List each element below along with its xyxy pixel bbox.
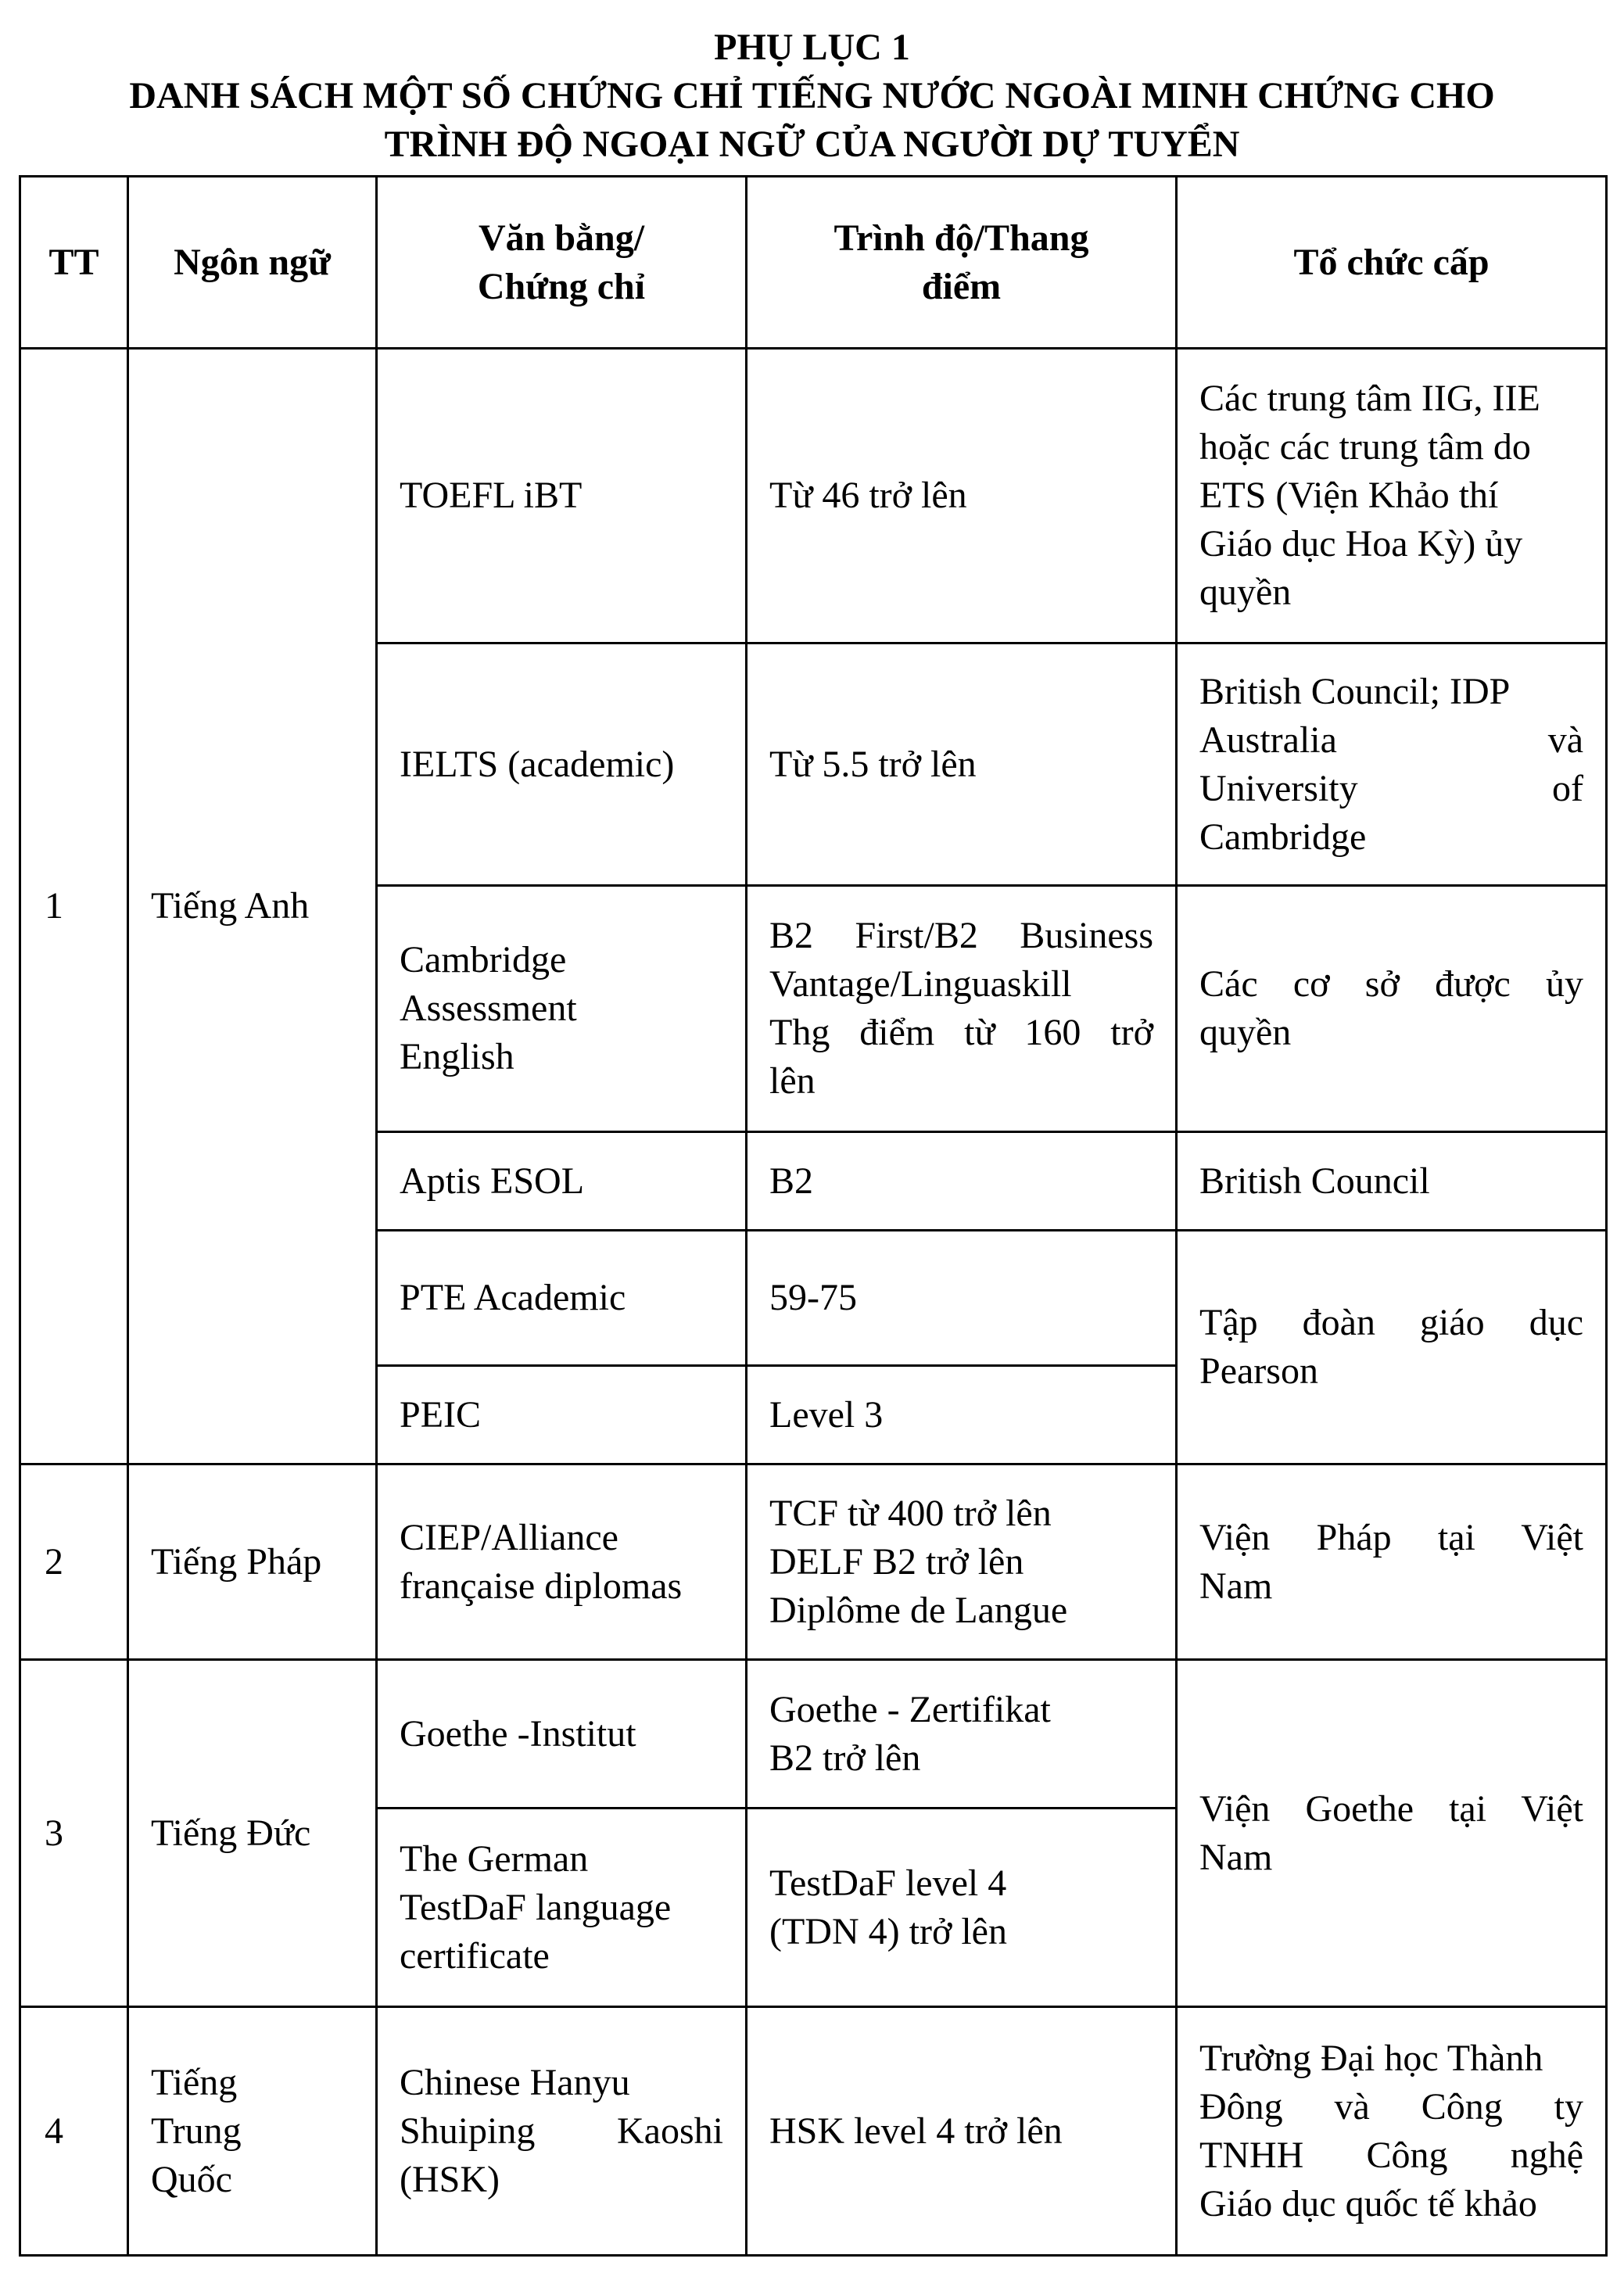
header-certificate [377,177,747,349]
certificate-cell [377,1366,747,1464]
cell-line: Tập đoàn giáo dục [1199,1302,1583,1343]
language-cell: Tiếng Anh [128,349,377,1464]
cell-line: Assessment [400,988,577,1029]
organization-cell [1177,886,1607,1132]
certificate-cell [377,349,747,643]
level-cell [747,886,1177,1132]
header-certificate-line: Chứng chỉ [477,265,646,307]
level-cell [747,1660,1177,1809]
document-title [0,23,1624,169]
organization-cell [1177,1132,1607,1231]
level-cell [747,349,1177,643]
cell-line: TestDaF level 4 [769,1862,1007,1904]
cell-line: TCF từ 400 trở lên [769,1492,1052,1534]
cell-line: ETS (Viện Khảo thí [1199,475,1499,516]
cell-line: Từ 46 trở lên [769,475,967,516]
cell-line: Thg điểm từ 160 trở [769,1012,1153,1053]
cell-line: Cambridge [1199,816,1367,858]
cell-line: Viện Goethe tại Việt [1199,1787,1583,1830]
cell-line: Diplôme de Langue [769,1589,1068,1631]
cell-line: Aptis ESOL [400,1160,585,1202]
cell-line: British Council [1199,1160,1430,1202]
cell-line: PEIC [400,1393,482,1436]
level-cell [747,2007,1177,2256]
table-row [20,1464,1607,1660]
row-number: 3 [20,1660,128,2007]
cell-line: Cambridge [400,939,567,980]
cell-line: TNHH Công nghệ [1199,2134,1583,2176]
organization-cell [1177,643,1607,886]
cell-line: PTE Academic [400,1277,626,1318]
language-cell: Tiếng Pháp [128,1464,377,1660]
cell-line: British Council; IDP [1199,670,1511,712]
cell-line: Nam [1199,1836,1273,1878]
cell-line: TestDaF language [400,1886,672,1928]
cell-line: University of [1199,767,1583,809]
certificate-cell [377,1660,747,1809]
title-line-3: TRÌNH ĐỘ NGOẠI NGỮ CỦA NGƯỜI DỰ TUYỂN [384,124,1240,165]
cell-line: CIEP/Alliance [400,1516,618,1558]
cell-line: Giáo dục quốc tế khảo [1199,2182,1537,2224]
cell-line: Viện Pháp tại Việt [1199,1516,1583,1558]
certificate-cell [377,886,747,1132]
organization-cell [1177,1231,1607,1464]
cell-line: Goethe -Institut [400,1712,636,1755]
organization-cell [1177,349,1607,643]
certificate-cell [377,1132,747,1231]
cell-line: (TDN 4) trở lên [769,1910,1007,1952]
cell-line: Các cơ sở được ủy [1199,963,1583,1005]
cell-line: quyền [1199,572,1292,613]
certificate-table [19,175,1608,2257]
cell-line: Pearson [1199,1350,1318,1392]
cell-line: Australia và [1199,719,1583,761]
certificate-cell [377,2007,747,2256]
cell-line: B2 trở lên [769,1737,921,1779]
cell-line: Từ 5.5 trở lên [769,743,977,785]
cell-line: Các trung tâm IIG, IIE [1199,378,1540,419]
header-level [747,177,1177,349]
cell-line: Level 3 [769,1393,884,1436]
cell-line: Đông và Công ty [1199,2085,1583,2128]
cell-line: Tiếng [151,2061,238,2103]
cell-line: française diplomas [400,1565,683,1607]
table-row [20,349,1607,643]
cell-line: Goethe - Zertifikat [769,1688,1051,1730]
cell-line: The German [400,1837,589,1880]
organization-cell [1177,2007,1607,2256]
certificate-cell [377,643,747,886]
certificate-cell [377,1809,747,2007]
header-language: Ngôn ngữ [128,177,377,349]
row-number: 4 [20,2007,128,2256]
cell-line: 59-75 [769,1277,857,1318]
cell-line: HSK level 4 trở lên [769,2110,1063,2152]
header-tt: TT [20,177,128,349]
cell-line: Chinese Hanyu [400,2061,630,2103]
level-cell [747,1366,1177,1464]
cell-line: Quốc [151,2158,232,2200]
header-certificate-line: Văn bằng/ [478,217,645,259]
header-level-line: Trình độ/Thang [834,217,1089,259]
organization-cell [1177,1660,1607,2007]
title-line-2: DANH SÁCH MỘT SỐ CHỨNG CHỈ TIẾNG NƯỚC NGOÀI MINH CHỨNG CHO [129,75,1495,117]
cell-line: Vantage/Linguaskill [769,963,1072,1005]
cell-line: Giáo dục Hoa Kỳ) ủy [1199,523,1523,565]
cell-line: TOEFL iBT [400,475,583,516]
level-cell [747,1132,1177,1231]
certificate-cell [377,1464,747,1660]
level-cell [747,1809,1177,2007]
header-organization: Tổ chức cấp [1177,177,1607,349]
cell-line: B2 First/B2 Business [769,915,1153,956]
language-cell [128,2007,377,2256]
cell-line: IELTS (academic) [400,743,675,785]
cell-line: Shuiping Kaoshi [400,2110,723,2152]
cell-line: hoặc các trung tâm do [1199,426,1531,468]
row-number: 1 [20,349,128,1464]
cell-line: DELF B2 trở lên [769,1540,1024,1583]
language-cell: Tiếng Đức [128,1660,377,2007]
cell-line: (HSK) [400,2158,500,2200]
row-number: 2 [20,1464,128,1660]
table-row [20,1660,1607,1809]
cell-line: Trung [151,2110,242,2152]
cell-line: B2 [769,1160,814,1202]
header-level-line: điểm [921,265,1002,307]
level-cell [747,643,1177,886]
cell-line: English [400,1036,514,1077]
title-line-1: PHỤ LỤC 1 [714,27,910,68]
cell-line: Trường Đại học Thành [1199,2037,1543,2079]
cell-line: quyền [1199,1012,1292,1053]
table-row [20,2007,1607,2256]
level-cell [747,1231,1177,1366]
cell-line: Nam [1199,1565,1273,1607]
certificate-cell [377,1231,747,1366]
organization-cell [1177,1464,1607,1660]
cell-line: lên [769,1060,816,1102]
cell-line: certificate [400,1934,550,1977]
header-row [20,177,1607,349]
level-cell [747,1464,1177,1660]
